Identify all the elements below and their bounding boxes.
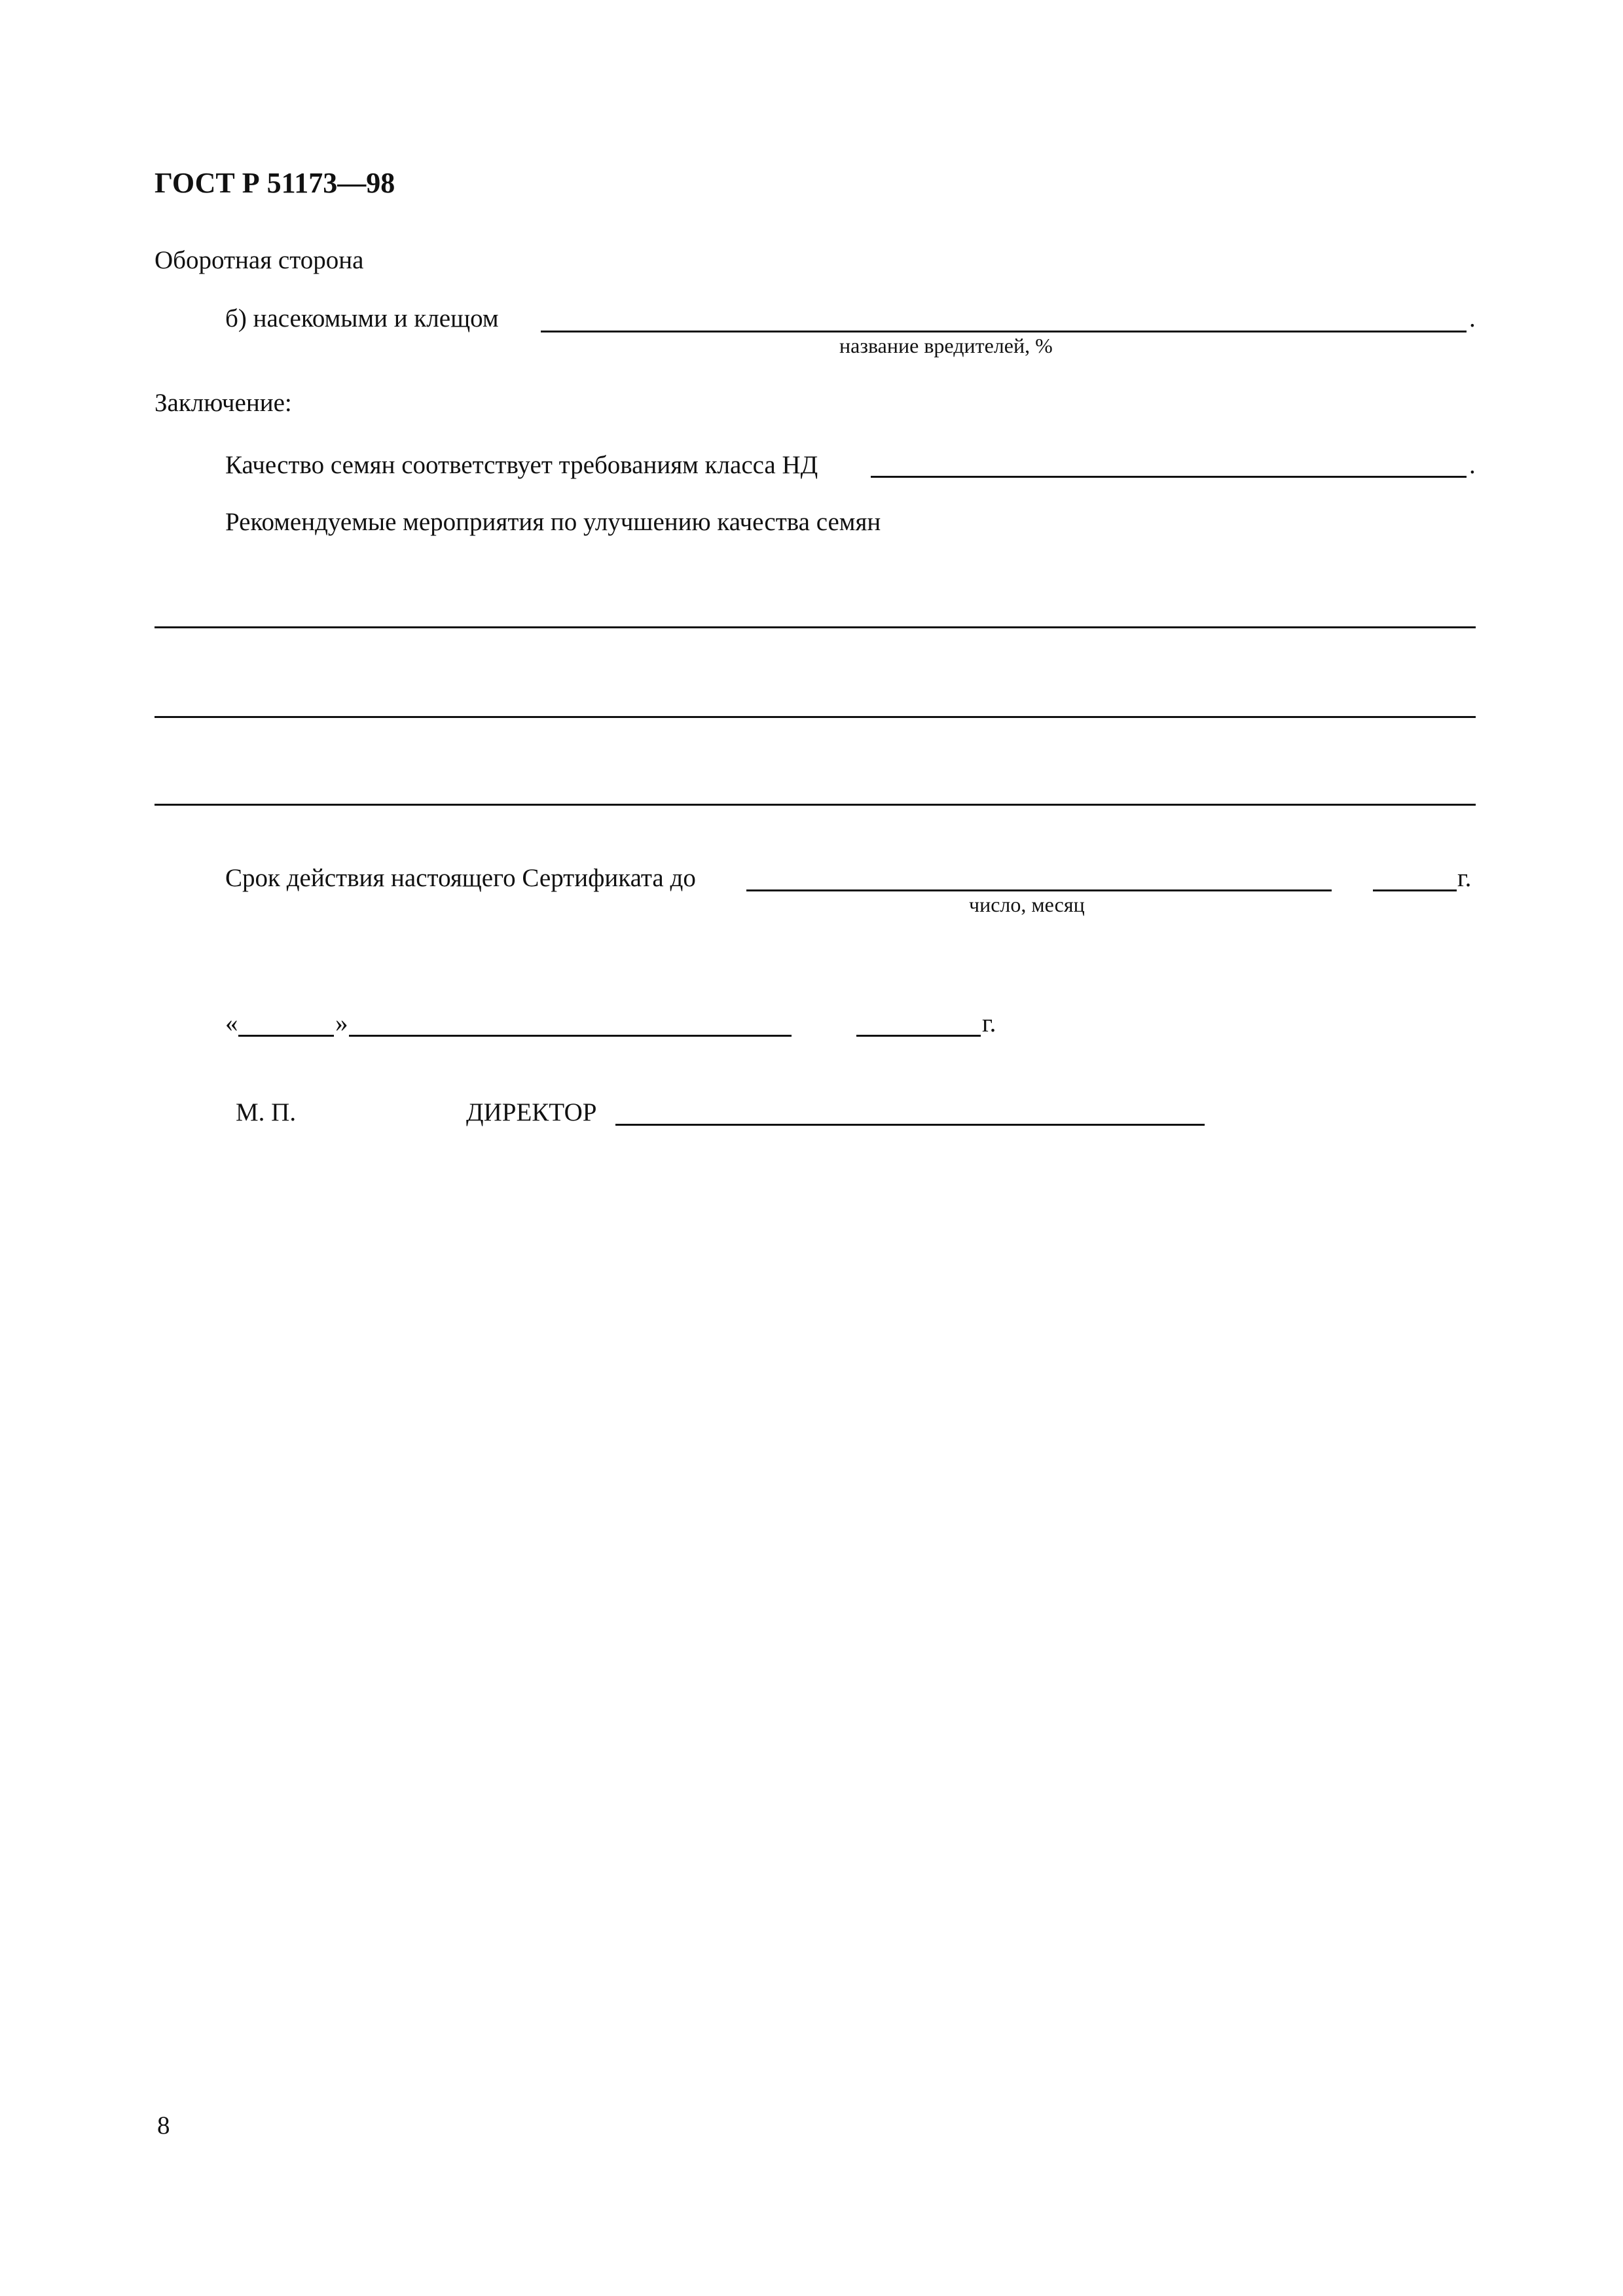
recommend-input-line-2[interactable]: [155, 716, 1476, 718]
recommend-label: Рекомендуемые мероприятия по улучшению качества семян: [225, 508, 881, 536]
quality-class-input-line[interactable]: [871, 476, 1467, 478]
pests-input-line[interactable]: [541, 331, 1467, 332]
director-label: ДИРЕКТОР: [466, 1098, 597, 1126]
date-day-input-line[interactable]: [238, 1035, 334, 1037]
pests-end-mark: .: [1469, 304, 1476, 332]
validity-date-input-line[interactable]: [746, 889, 1332, 891]
validity-label: Срок действия настоящего Сертификата до: [225, 864, 696, 892]
document-code: ГОСТ Р 51173—98: [155, 167, 395, 199]
validity-year-suffix: г.: [1457, 864, 1472, 892]
validity-year-input-line[interactable]: [1373, 889, 1457, 891]
date-close-quote: »: [335, 1009, 348, 1037]
date-year-input-line[interactable]: [856, 1035, 981, 1037]
stamp-label: М. П.: [236, 1098, 297, 1126]
date-open-quote: «: [225, 1009, 238, 1037]
recommend-input-line-1[interactable]: [155, 626, 1476, 628]
date-month-input-line[interactable]: [349, 1035, 792, 1037]
side-label: Оборотная сторона: [155, 246, 364, 274]
quality-end-mark: .: [1469, 451, 1476, 479]
date-year-suffix: г.: [982, 1009, 996, 1037]
pests-caption: название вредителей, %: [839, 334, 1053, 357]
page-number: 8: [157, 2111, 170, 2140]
recommend-input-line-3[interactable]: [155, 804, 1476, 806]
quality-label: Качество семян соответствует требованиям класса НД: [225, 451, 818, 479]
conclusion-title: Заключение:: [155, 389, 292, 417]
validity-caption: число, месяц: [969, 893, 1085, 916]
pests-label: б) насекомыми и клещом: [225, 304, 499, 332]
director-signature-input-line[interactable]: [615, 1124, 1205, 1126]
